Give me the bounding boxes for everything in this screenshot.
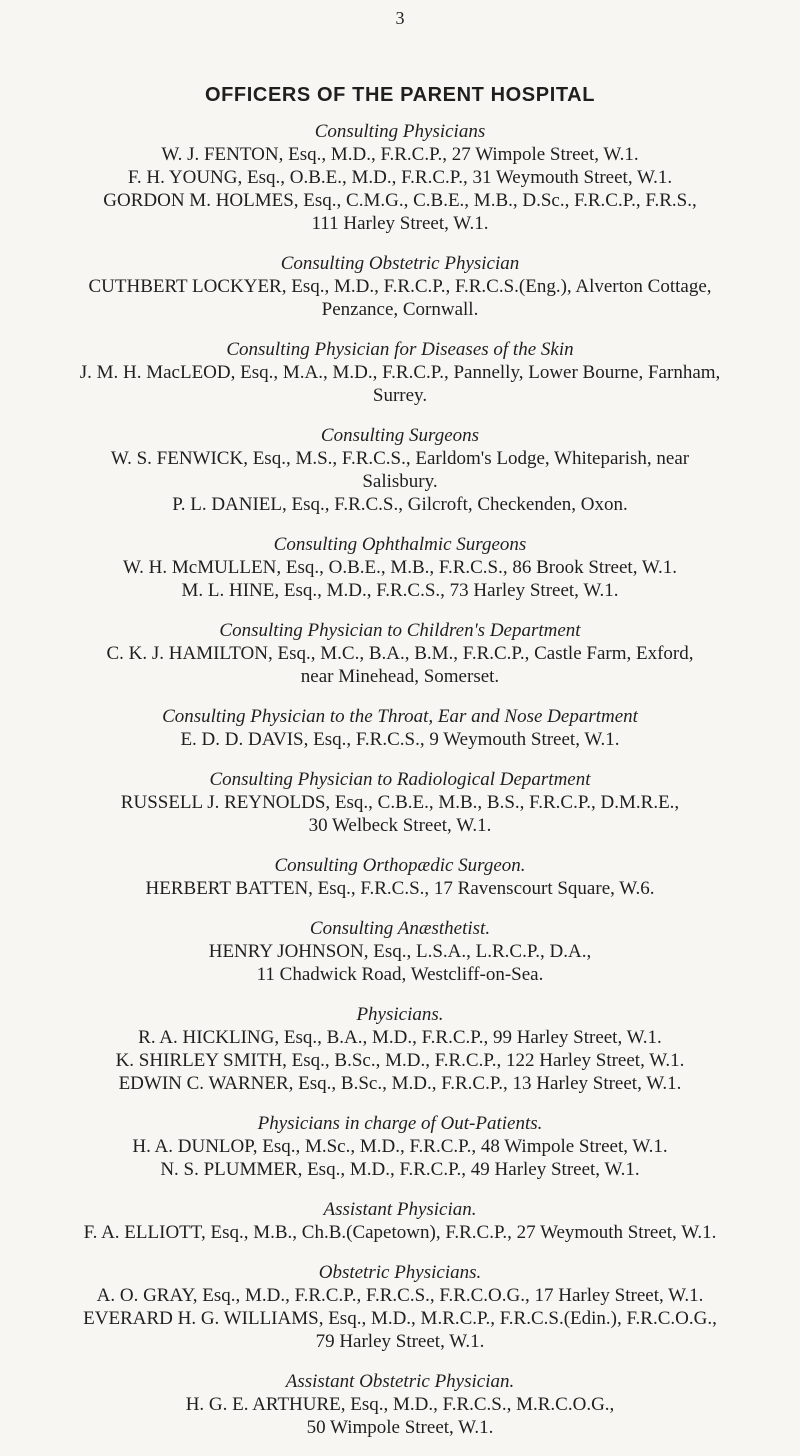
entry-line: W. S. FENWICK, Esq., M.S., F.R.C.S., Earldom's Lodge, Whiteparish, near xyxy=(110,448,690,469)
section-throat-ear-nose xyxy=(20,705,780,751)
entry-line: W. H. McMULLEN, Esq., O.B.E., M.B., F.R.C.S., 86 Brook Street, W.1. xyxy=(122,557,678,578)
entry-line: F. H. YOUNG, Esq., O.B.E., M.D., F.R.C.P., 31 Weymouth Street, W.1. xyxy=(127,167,673,188)
section-consulting-obstetric-physician xyxy=(20,252,780,321)
section-childrens-department xyxy=(20,619,780,688)
section-heading: Consulting Physicians xyxy=(314,121,486,142)
entry-line: 11 Chadwick Road, Westcliff-on-Sea. xyxy=(256,964,544,985)
entry-line: K. SHIRLEY SMITH, Esq., B.Sc., M.D., F.R.C.P., 122 Harley Street, W.1. xyxy=(115,1050,685,1071)
section-heading: Consulting Physician to Radiological Department xyxy=(209,769,591,790)
entry-line: F. A. ELLIOTT, Esq., M.B., Ch.B.(Capetown), F.R.C.P., 27 Weymouth Street, W.1. xyxy=(83,1222,717,1243)
entry-line: A. O. GRAY, Esq., M.D., F.R.C.P., F.R.C.S., F.R.C.O.G., 17 Harley Street, W.1. xyxy=(96,1285,704,1306)
section-heading: Physicians in charge of Out-Patients. xyxy=(257,1113,543,1134)
section-consulting-physicians xyxy=(20,120,780,235)
section-assistant-obstetric-physician xyxy=(20,1370,780,1439)
entry-line: J. M. H. MacLEOD, Esq., M.A., M.D., F.R.C.P., Pannelly, Lower Bourne, Farnham, xyxy=(79,362,721,383)
section-out-patients xyxy=(20,1112,780,1181)
section-heading: Consulting Surgeons xyxy=(320,425,480,446)
entry-line: 30 Welbeck Street, W.1. xyxy=(308,815,492,836)
entry-line: HENRY JOHNSON, Esq., L.S.A., L.R.C.P., D.A., xyxy=(208,941,592,962)
section-obstetric-physicians xyxy=(20,1261,780,1353)
section-heading: Consulting Physician to the Throat, Ear and Nose Department xyxy=(162,706,638,727)
section-heading: Assistant Obstetric Physician. xyxy=(285,1371,515,1392)
entry-line: P. L. DANIEL, Esq., F.R.C.S., Gilcroft, Checkenden, Oxon. xyxy=(172,494,628,515)
entry-line: Penzance, Cornwall. xyxy=(321,299,479,320)
entry-line: 111 Harley Street, W.1. xyxy=(311,213,489,234)
entry-line: EDWIN C. WARNER, Esq., B.Sc., M.D., F.R.C.P., 13 Harley Street, W.1. xyxy=(118,1073,682,1094)
entry-line: N. S. PLUMMER, Esq., M.D., F.R.C.P., 49 Harley Street, W.1. xyxy=(160,1159,640,1180)
entry-line: M. L. HINE, Esq., M.D., F.R.C.S., 73 Harley Street, W.1. xyxy=(181,580,619,601)
section-orthopaedic-surgeon xyxy=(20,854,780,900)
section-ophthalmic-surgeons xyxy=(20,533,780,602)
page-number: 3 xyxy=(395,8,405,28)
section-heading: Obstetric Physicians. xyxy=(318,1262,482,1283)
entry-line: 50 Wimpole Street, W.1. xyxy=(306,1417,494,1438)
entry-line: W. J. FENTON, Esq., M.D., F.R.C.P., 27 Wimpole Street, W.1. xyxy=(161,144,639,165)
section-heading: Consulting Physician to Children's Department xyxy=(219,620,581,641)
section-anaesthetist xyxy=(20,917,780,986)
entry-line: near Minehead, Somerset. xyxy=(300,666,500,687)
section-skin-physician xyxy=(20,338,780,407)
section-heading: Consulting Anæsthetist. xyxy=(309,918,491,939)
entry-line: E. D. D. DAVIS, Esq., F.R.C.S., 9 Weymouth Street, W.1. xyxy=(180,729,620,750)
entry-line: R. A. HICKLING, Esq., B.A., M.D., F.R.C.P., 99 Harley Street, W.1. xyxy=(138,1027,662,1048)
section-heading: Consulting Ophthalmic Surgeons xyxy=(273,534,527,555)
section-heading: Consulting Orthopædic Surgeon. xyxy=(274,855,526,876)
entry-line: H. G. E. ARTHURE, Esq., M.D., F.R.C.S., M.R.C.O.G., xyxy=(185,1394,615,1415)
entry-line: Surrey. xyxy=(372,385,428,406)
entry-line: 79 Harley Street, W.1. xyxy=(315,1331,485,1352)
entry-line: CUTHBERT LOCKYER, Esq., M.D., F.R.C.P., F.R.C.S.(Eng.), Alverton Cottage, xyxy=(88,276,712,297)
section-assistant-physician xyxy=(20,1198,780,1244)
entry-line: GORDON M. HOLMES, Esq., C.M.G., C.B.E., M.B., D.Sc., F.R.C.P., F.R.S., xyxy=(103,190,697,211)
entry-line: HERBERT BATTEN, Esq., F.R.C.S., 17 Ravenscourt Square, W.6. xyxy=(145,878,655,899)
section-radiological xyxy=(20,768,780,837)
section-heading: Consulting Obstetric Physician xyxy=(280,253,520,274)
entry-line: H. A. DUNLOP, Esq., M.Sc., M.D., F.R.C.P., 48 Wimpole Street, W.1. xyxy=(132,1136,668,1157)
section-heading: Assistant Physician. xyxy=(323,1199,477,1220)
officers-list xyxy=(20,120,780,1456)
section-consulting-surgeons xyxy=(20,424,780,516)
section-heading: Physicians. xyxy=(356,1004,444,1025)
entry-line: Salisbury. xyxy=(362,471,438,492)
entry-line: RUSSELL J. REYNOLDS, Esq., C.B.E., M.B., B.S., F.R.C.P., D.M.R.E., xyxy=(120,792,680,813)
entry-line: EVERARD H. G. WILLIAMS, Esq., M.D., M.R.C.P., F.R.C.S.(Edin.), F.R.C.O.G., xyxy=(83,1308,717,1329)
section-physicians xyxy=(20,1003,780,1095)
section-heading: Consulting Physician for Diseases of the Skin xyxy=(226,339,574,360)
page-title: OFFICERS OF THE PARENT HOSPITAL xyxy=(204,84,596,106)
entry-line: C. K. J. HAMILTON, Esq., M.C., B.A., B.M., F.R.C.P., Castle Farm, Exford, xyxy=(106,643,694,664)
